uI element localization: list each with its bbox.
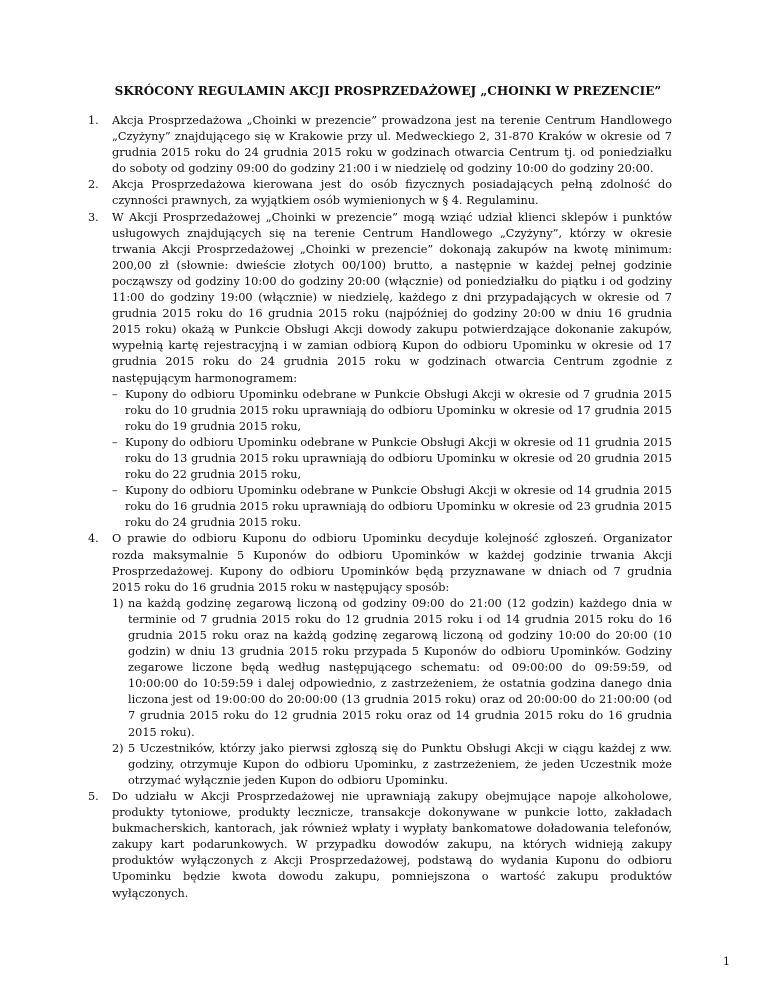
dash-bullet: – xyxy=(112,387,118,401)
schedule-subitem xyxy=(112,483,672,531)
item-number: 3. xyxy=(88,210,99,224)
item-number: 1. xyxy=(88,114,99,127)
schedule-subitem xyxy=(112,387,672,435)
list-item-5 xyxy=(88,789,672,902)
dash-bullet: – xyxy=(112,435,118,449)
page-number: 1 xyxy=(723,955,730,968)
numbered-subitem xyxy=(112,596,672,741)
regulation-list xyxy=(88,113,672,902)
item-text: O prawie do odbioru Kuponu do odbioru Upominku decyduje kolejność zgłoszeń. Organizator rozda maksymalnie 5 Kuponów do odbioru Upominków w każdej godzinie trwania Akcji Prosprzedażowej. Kupony do odbioru Upominków będą przyznawane w dniach od 7 grudnia 2015 roku do 16 grudnia 2015 roku w następujący sposób: xyxy=(112,532,672,594)
subitem-text: Kupony do odbioru Upominku odebrane w Punkcie Obsługi Akcji w okresie od 14 grudnia 2015 roku do 16 grudnia 2015 roku uprawniają do odbioru Upominku w okresie od 23 grudnia 2015 roku do 24 grudnia 2015 roku. xyxy=(125,484,672,530)
item-number: 2. xyxy=(88,178,99,192)
item-text: Akcja Prosprzedażowa „Choinki w prezencie” prowadzona jest na terenie Centrum Handlowego „Czyżyny” znajdującego się w Krakowie przy ul. Medweckiego 2, 31-870 Kraków w okresie od 7 grudnia 2015 roku do 24 grudnia 2015 roku w godzinach otwarcia Centrum tj. od poniedziałku do soboty od godziny 09:00 do godziny 21:00 i w niedzielę od godziny 10:00 do godziny 20:00. xyxy=(112,114,672,176)
item-text: Akcja Prosprzedażowa kierowana jest do osób fizycznych posiadających pełną zdolność do czynności prawnych, za wyjątkiem osób wymienionych w § 4. Regulaminu. xyxy=(112,178,672,208)
schedule-subitem xyxy=(112,435,672,483)
subitem-text: 5 Uczestników, którzy jako pierwsi zgłoszą się do Punktu Obsługi Akcji w ciągu każdej z ww. godziny, otrzymuje Kupon do odbioru Upominku, z zastrzeżeniem, że jeden Uczestnik może otrzymać wyłącznie jeden Kupon do odbioru Upominku. xyxy=(128,741,672,787)
item-text: Do udziału w Akcji Prosprzedażowej nie uprawniają zakupy obejmujące napoje alkoholowe, produkty tytoniowe, produkty lecznicze, transakcje dokonywane w punkcie lotto, zakładach bukmacherskich, kantorach, jak również wpłaty i wypłaty bankomatowe doładowania telefonów, zakupy kart podarunkowych. W przypadku dowodów zakupu, na których widnieją zakupy produktów wyłączonych z Akcji Prosprzedażowej, podstawą do wydania Kuponu do odbioru Upominku będzie kwota dowodu zakupu, pomniejszona o wartość zakupu produktów wyłączonych. xyxy=(112,789,672,900)
list-item-3 xyxy=(88,210,672,532)
subitem-text: na każdą godzinę zegarową liczoną od godziny 09:00 do 21:00 (12 godzin) każdego dnia w terminie od 7 grudnia 2015 roku do 12 grudnia 2015 roku i od 14 grudnia 2015 roku do 16 grudnia 2015 roku oraz na każdą godzinę zegarową liczoną od godziny 10:00 do 20:00 (10 godzin) w dniu 13 grudnia 2015 roku przypada 5 Kuponów do odbioru Upominków. Godziny zegarowe liczone będą według następującego schematu: od 09:00:00 do 09:59:59, od 10:00:00 do 10:59:59 i dalej odpowiednio, z zastrzeżeniem, że ostatnia godzina danego dnia liczona jest od 19:00:00 do 20:00:00 (13 grudnia 2015 roku) oraz od 20:00:00 do 21:00:00 (od 7 grudnia 2015 roku do 12 grudnia 2015 roku oraz od 14 grudnia 2015 roku do 16 grudnia 2015 roku). xyxy=(128,596,672,739)
item-text: W Akcji Prosprzedażowej „Choinki w prezencie” mogą wziąć udział klienci sklepów i punktów usługowych znajdujących się na terenie Centrum Handlowego „Czyżyny”, którzy w okresie trwania Akcji Prosprzedażowej „Choinki w prezencie” dokonają zakupów na kwotę minimum: 200,00 zł (słownie: dwieście złotych 00/100) brutto, a następnie w każdej pełnej godzinie począwszy od godziny 10:00 do godziny 20:00 (włącznie) od poniedziałku do piątku i od godziny 11:00 do godziny 19:00 (włącznie) w niedzielę, każdego z dni przypadających w okresie od 7 grudnia 2015 roku do 16 grudnia 2015 roku (najpóźniej do godziny 20:00 w dniu 16 grudnia 2015 roku) okażą w Punkcie Obsługi Akcji dowody zakupu potwierdzające dokonanie zakupów, wypełnią kartę rejestracyjną i w zamian odbiorą Kupon do odbioru Upominku w okresie od 17 grudnia 2015 roku do 24 grudnia 2015 roku w godzinach otwarcia Centrum zgodnie z następującym harmonogramem: xyxy=(112,210,672,385)
subitem-marker: 1) xyxy=(112,596,124,610)
subitem-marker: 2) xyxy=(112,741,124,755)
item-number: 4. xyxy=(88,532,99,546)
subitem-text: Kupony do odbioru Upominku odebrane w Punkcie Obsługi Akcji w okresie od 11 grudnia 2015 roku do 13 grudnia 2015 roku uprawniają do odbioru Upominku w okresie od 20 grudnia 2015 roku do 22 grudnia 2015 roku, xyxy=(125,435,672,482)
numbered-subitem xyxy=(112,741,672,789)
subitem-text: Kupony do odbioru Upominku odebrane w Punkcie Obsługi Akcji w okresie od 7 grudnia 2015 roku do 10 grudnia 2015 roku uprawniają do odbioru Upominku w okresie od 17 grudnia 2015 roku do 19 grudnia 2015 roku, xyxy=(125,387,672,433)
list-item-4 xyxy=(88,531,672,789)
list-item-1 xyxy=(88,113,672,177)
list-item-2 xyxy=(88,177,672,209)
document-title: SKRÓCONY REGULAMIN AKCJI PROSPRZEDAŻOWEJ „CHOINKI W PREZENCIE” xyxy=(114,84,662,98)
item-number: 5. xyxy=(88,789,99,803)
dash-bullet: – xyxy=(112,484,118,498)
